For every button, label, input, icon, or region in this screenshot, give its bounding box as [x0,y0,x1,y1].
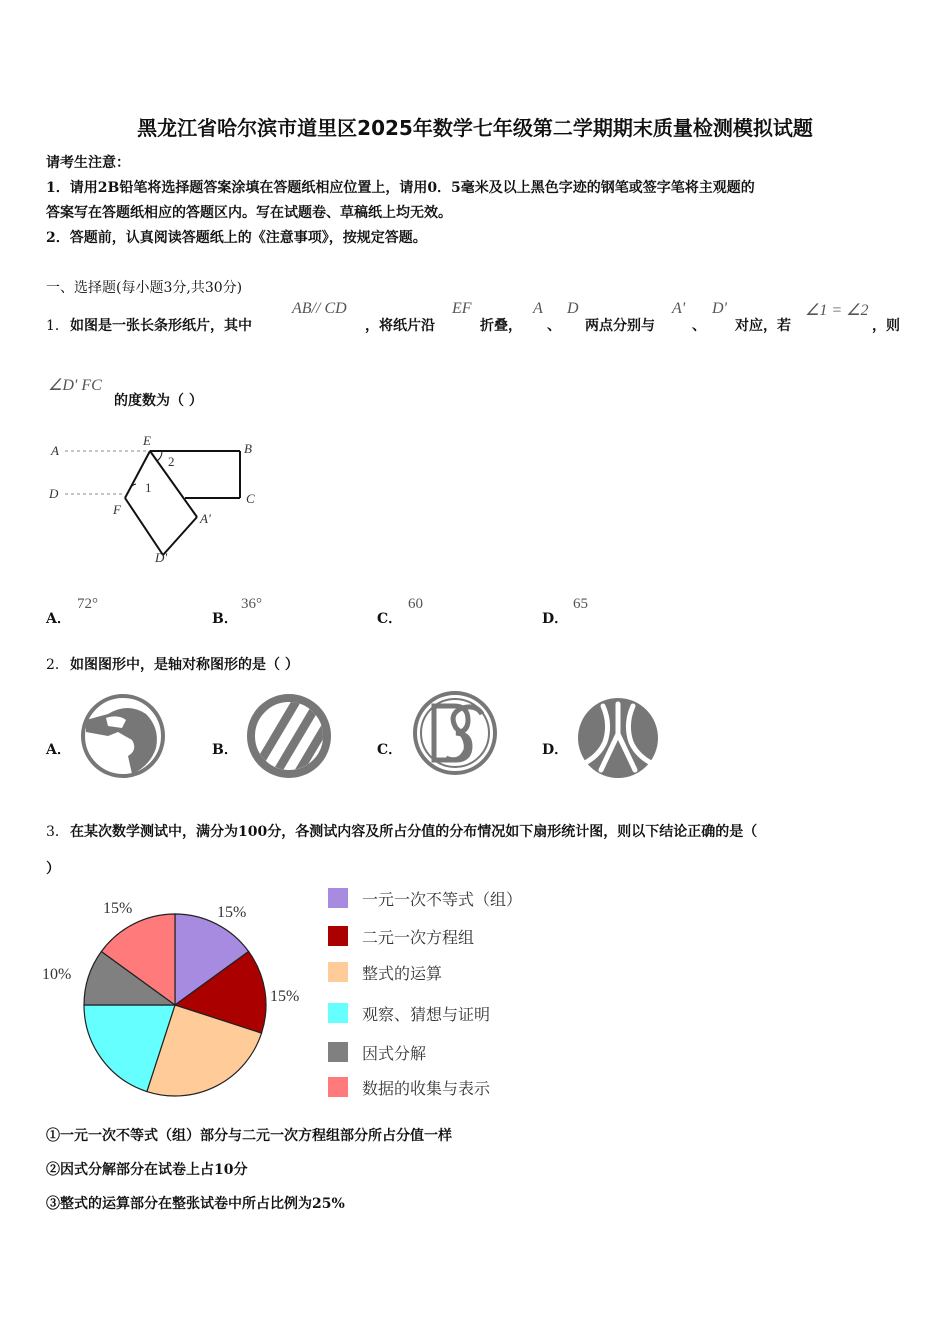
figure-label-d-prime: D' [155,550,168,565]
figure-label-d: D [49,486,59,501]
pie-label-slice-1: 15% [217,904,247,921]
page-title: 黑龙江省哈尔滨市道里区2025年数学七年级第二学期期末质量检测模拟试题 [137,116,813,140]
q1-math-d-prime: D' [712,300,727,317]
legend-swatch-3 [328,962,348,982]
legend-swatch-4 [328,1003,348,1023]
folded-strip-figure [40,425,270,570]
figure-label-angle-1: 1 [145,480,152,495]
q2-option-b-letter[interactable]: B． [212,742,238,758]
legend-swatch-6 [328,1077,348,1097]
q3-number: 3． [46,824,69,840]
q1-option-a-letter[interactable]: A． [46,611,71,627]
legend-label-1: 一元一次不等式（组） [362,890,523,909]
q1-math-a: A [533,300,543,317]
pie-label-slice-6: 15% [103,900,133,917]
q3-statement-2: ②因式分解部分在试卷上占10分 [46,1162,248,1178]
figure-label-c: C [246,491,255,506]
fan-leaves-logo-icon [573,694,663,782]
head-profile-logo-icon [78,692,168,780]
legend-label-6: 数据的收集与表示 [362,1079,491,1098]
q3-statement-1: ①一元一次不等式（组）部分与二元一次方程组部分所占分值一样 [46,1128,452,1144]
q1-math-ab-cd: AB// CD [292,300,347,317]
figure-label-e: E [143,433,151,448]
legend-swatch-2 [328,926,348,946]
q1-option-b-value: 36° [241,596,262,612]
q1-number: 1． [46,318,69,334]
q3-statement-3: ③整式的运算部分在整张试卷中所占比例为25% [46,1196,345,1212]
diagonal-stripes-logo-icon [244,692,334,780]
section-heading: 一、选择题(每小题3分,共30分) [46,280,243,296]
notice-line-2: 2．答题前，认真阅读答题纸上的《注意事项》，按规定答题。 [46,230,427,246]
q2-option-a-letter[interactable]: A． [46,742,71,758]
q1-math-d: D [567,300,579,317]
q1-text-2: ，将纸片沿 [365,318,435,334]
notice-heading: 请考生注意： [46,155,130,171]
q1-text-3: 折叠， [480,318,522,334]
q1-text-7: 对应，若 [735,318,791,334]
legend-label-4: 观察、猜想与证明 [362,1005,491,1024]
figure-label-a-prime: A' [200,511,211,526]
q1-math-a-prime: A' [672,300,686,317]
notice-line-1b: 答案写在答题纸相应的答题区内。写在试题卷、草稿纸上均无效。 [46,205,452,221]
q1-text-1: 如图是一张长条形纸片，其中 [70,318,252,334]
legend-swatch-5 [328,1042,348,1062]
q2-text: 如图图形中，是轴对称图形的是（ ） [70,657,299,673]
pie-label-slice-5: 10% [42,966,72,983]
q1-text-8: ，则 [872,318,900,334]
q1-math-ef: EF [452,300,472,317]
q2-option-c-letter[interactable]: C． [377,742,403,758]
q1-math-angle-dfc: ∠D' FC [48,377,102,394]
q1-option-d-value: 65 [573,596,588,612]
figure-label-angle-2: 2 [168,454,175,469]
q1-option-d-letter[interactable]: D． [542,611,569,627]
q1-text-6: 、 [692,318,706,334]
figure-label-b: B [244,441,252,456]
legend-label-5: 因式分解 [362,1044,427,1063]
q1-option-c-value: 60 [408,596,423,612]
q1-text-4: 、 [547,318,561,334]
q1-option-b-letter[interactable]: B． [212,611,238,627]
q1-text-9: 的度数为（ ） [114,393,203,409]
figure-label-f: F [113,502,121,517]
q2-option-d-letter[interactable]: D． [542,742,569,758]
figure-label-a: A [51,443,59,458]
legend-label-2: 二元一次方程组 [362,928,475,947]
q3-text-a: 在某次数学测试中，满分为100分，各测试内容及所占分值的分布情况如下扇形统计图，则以下结论正确的是（ [70,824,758,840]
legend-label-3: 整式的运算 [362,964,443,983]
legend-swatch-1 [328,888,348,908]
q1-text-5: 两点分别与 [585,318,655,334]
q1-option-c-letter[interactable]: C． [377,611,403,627]
q3-text-b: ） [46,861,60,877]
pie-label-slice-2: 15% [270,988,300,1005]
q1-math-angle-eq: ∠1 = ∠2 [805,302,869,319]
bs-monogram-logo-icon [410,688,500,778]
q1-option-a-value: 72° [77,596,98,612]
pie-chart [40,885,320,1105]
notice-line-1a: 1．请用2B铅笔将选择题答案涂填在答题纸相应位置上，请用0．5毫米及以上黑色字迹的钢笔或签字笔将主观题的 [46,180,755,196]
q2-number: 2． [46,657,69,673]
